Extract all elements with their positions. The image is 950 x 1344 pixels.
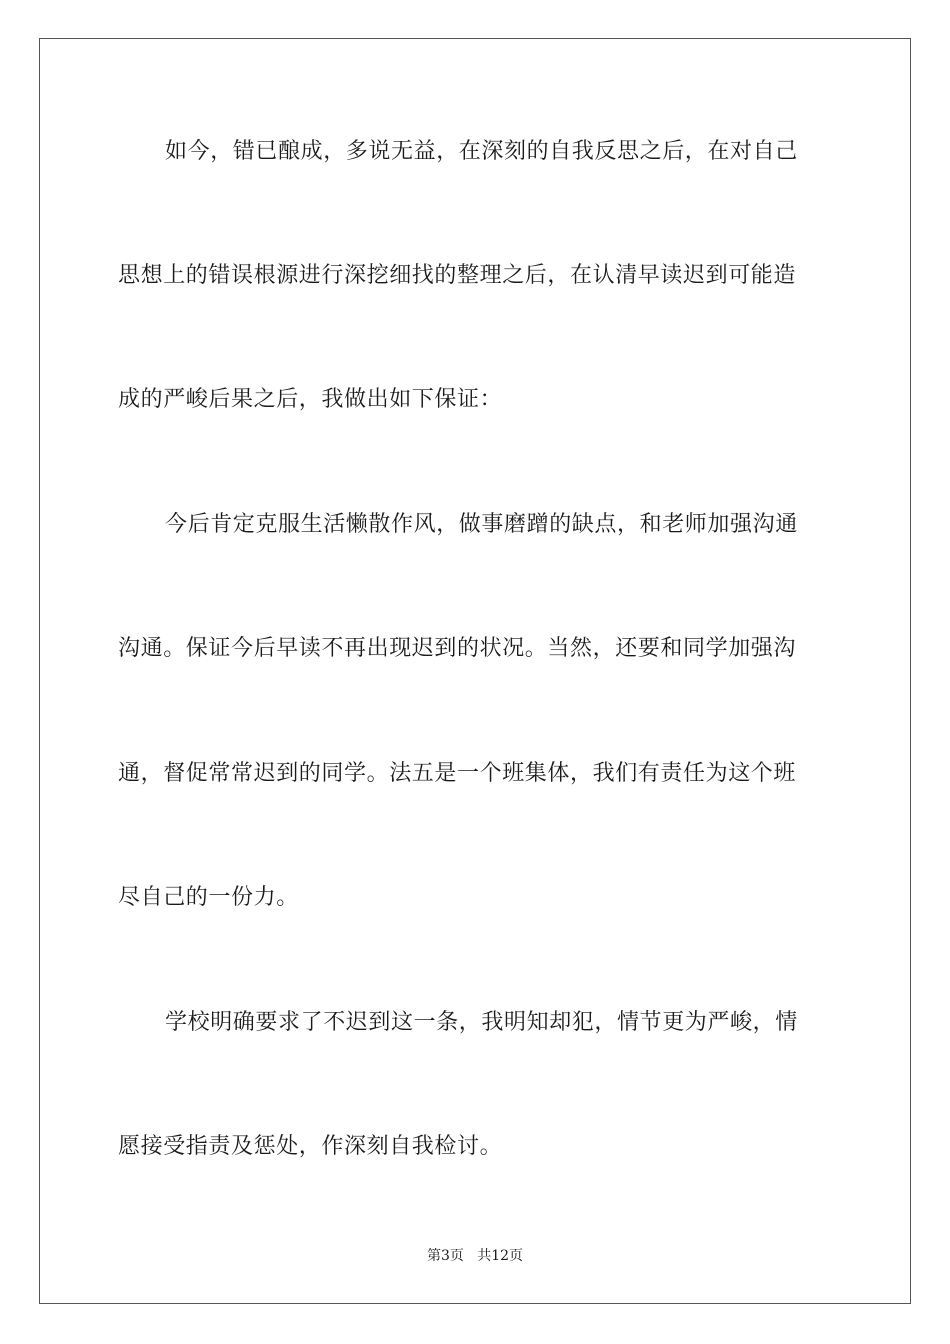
paragraph-3-line-2: 愿接受指责及惩处，作深刻自我检讨。: [118, 1134, 503, 1159]
paragraph-2-line-2: 沟通。保证今后早读不再出现迟到的状况。当然，还要和同学加强沟: [118, 636, 797, 661]
paragraph-2-line-3: 通，督促常常迟到的同学。法五是一个班集体，我们有责任为这个班: [118, 761, 797, 786]
paragraph-1-line-3: 成的严峻后果之后，我做出如下保证：: [118, 387, 503, 412]
paragraph-1-line-1: 如今，错已酿成，多说无益，在深刻的自我反思之后，在对自己: [165, 139, 798, 164]
paragraph-2-line-4: 尽自己的一份力。: [118, 885, 299, 910]
paragraph-2-line-1: 今后肯定克服生活懒散作风，做事磨蹭的缺点，和老师加强沟通: [165, 512, 798, 537]
paragraph-1-line-2: 思想上的错误根源进行深挖细找的整理之后，在认清早读迟到可能造: [118, 263, 797, 288]
page-number-footer: 第3页 共12页: [426, 1248, 524, 1264]
paragraph-3-line-1: 学校明确要求了不迟到这一条，我明知却犯，情节更为严峻，情: [165, 1010, 798, 1035]
page-border: [39, 38, 911, 1304]
